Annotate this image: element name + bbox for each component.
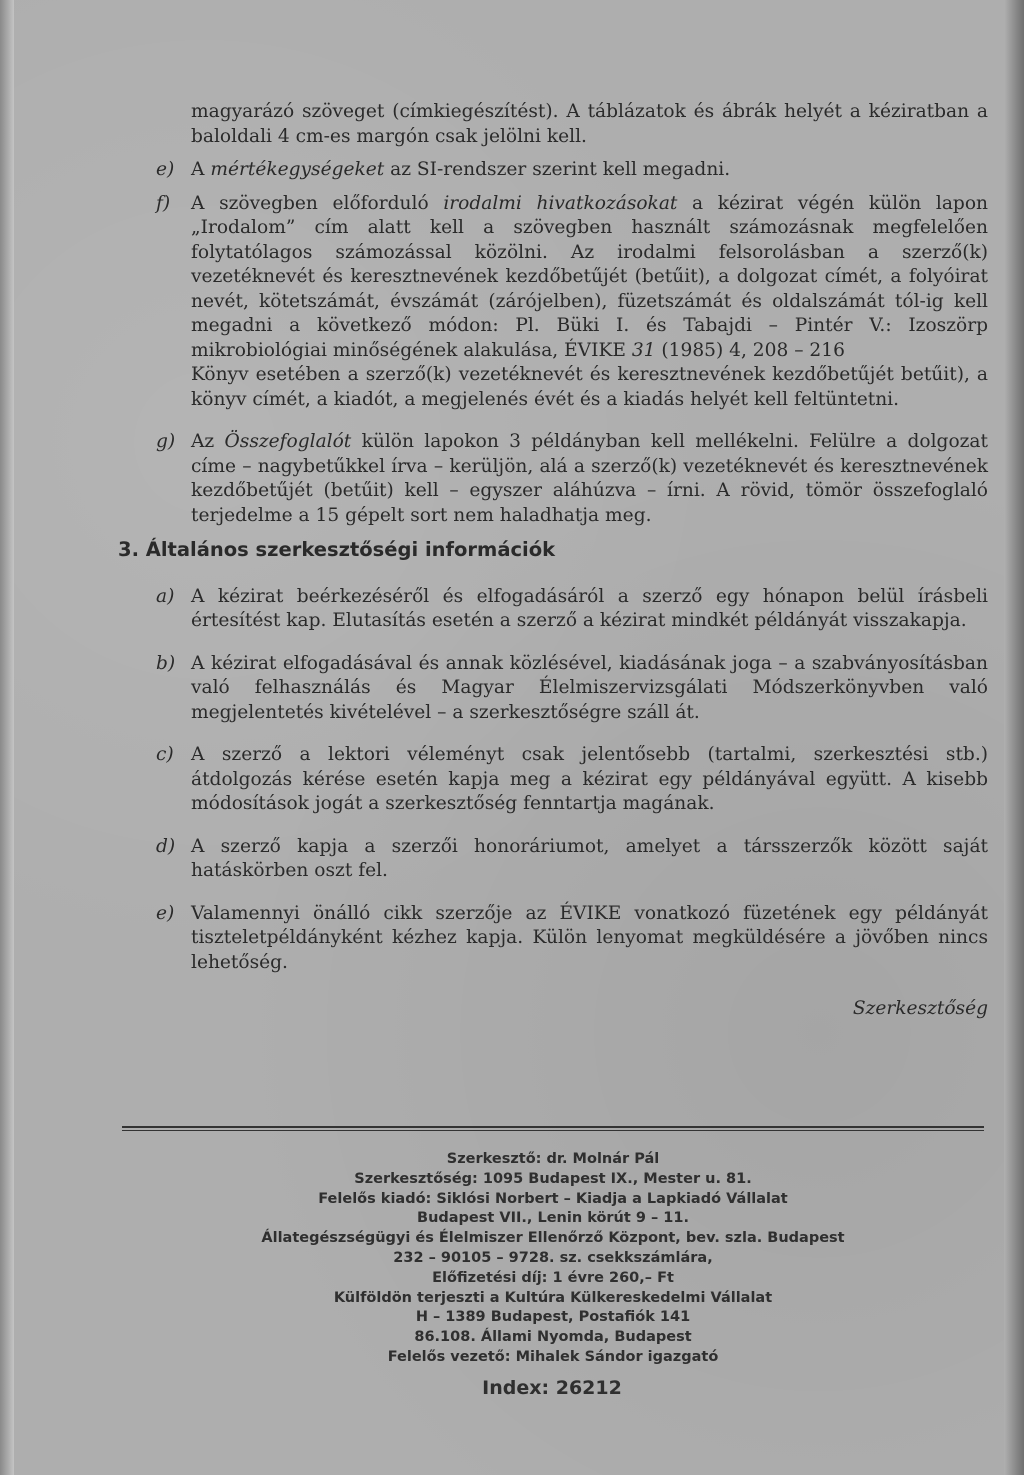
item-label: f) <box>156 192 171 214</box>
item-label: d) <box>156 835 176 857</box>
item-text: A mértékegységeket az SI-rendszer szerint kell megadni. <box>191 159 731 180</box>
item-label: e) <box>156 159 175 180</box>
list-item <box>118 902 988 976</box>
imprint-line: Szerkesztő: dr. Molnár Pál <box>446 1151 660 1167</box>
item-label: e) <box>156 902 175 924</box>
list-item <box>118 363 988 412</box>
imprint-line: Állategészségügyi és Élelmiszer Ellenőrző Központ, bev. szla. Budapest <box>261 1230 845 1247</box>
item-label <box>118 100 191 149</box>
imprint-line: Előfizetési díj: 1 évre 260,– Ft <box>432 1269 674 1286</box>
list-item <box>118 100 988 149</box>
list-item <box>118 585 988 634</box>
item-label: c) <box>156 744 174 765</box>
list-item <box>118 743 988 817</box>
imprint-block <box>200 1150 906 1368</box>
imprint-line: 86.108. Állami Nyomda, Budapest <box>414 1329 692 1346</box>
item-text: Az Összefoglalót külön lapokon 3 példányban kell mellékelni. Felülre a dolgozat címe – nagybetűkkel írva – kerüljön, alá a szerző(k) vezetéknevét és keresztnevének kezdőbetűjét (betűit) kell – egyszer aláhúzva – írni. A rövid, tömör összefoglaló terjedelme a 15 gépelt sort nem haladhatja meg. <box>191 431 988 526</box>
divider <box>122 1126 984 1128</box>
item-text: A kézirat beérkezéséről és elfogadásáról a szerző egy hónapon belül írásbeli értesítést kap. Elutasítás esetén a szerző a kézirat mindkét példányát visszakapja. <box>191 585 988 631</box>
item-label: b) <box>156 652 176 674</box>
imprint-line: H – 1389 Budapest, Postafiók 141 <box>415 1309 691 1326</box>
item-text: Könyv esetében a szerző(k) vezetéknevét és keresztnevének kezdőbetűjét betűit), a könyv címét, a kiadót, a megjelenés évét és a kiadás helyét kell feltüntetni. <box>191 364 988 410</box>
item-text: A kézirat elfogadásával és annak közlésével, kiadásának joga – a szabványosításban való felhasználás és Magyar Élelmiszervizsgálati Módszerkönyvben való megjelentetés kivételével – a szerkesztőségre száll át. <box>191 652 988 723</box>
list-item <box>118 835 988 884</box>
page-right-edge <box>1004 0 1024 1475</box>
item-text: Valamennyi önálló cikk szerzője az ÉVIKE vonatkozó füzetének egy példányát tiszteletpéldányként kézhez kapja. Külön lenyomat megküldésére a jövőben nincs lehetőség. <box>191 902 988 973</box>
imprint-line: Szerkesztőség: 1095 Budapest IX., Mester u. 81. <box>354 1170 752 1187</box>
body-text <box>118 100 988 1022</box>
list-item <box>118 652 988 726</box>
item-text: A szövegben előforduló irodalmi hivatkozásokat a kézirat végén külön lapon „Irodalom” cím alatt kell a szövegben használt számozásnak megfelelően folytatólagos számozással közölni. Az irodalmi felsorolásban a szerző(k) vezetéknevét és keresztnevének kezdőbetűjét (betűit), a dolgozat címét, a folyóirat nevét, kötetszámát, évszámát (zárójelben), füzetszámát és oldalszámát tól-ig kell megadni a következő módon: Pl. Büki I. és Tabajdi – Pintér V.: Izoszörp mikrobiológiai minőségének alakulása, ÉVIKE 31 (1985) 4, 208 – 216 <box>191 192 988 361</box>
index-number: Index: 26212 <box>482 1377 622 1399</box>
list-item <box>118 158 988 183</box>
item-text: magyarázó szöveget (címkiegészítést). A táblázatok és ábrák helyét a kéziratban a baloldali 4 cm-es margón csak jelölni kell. <box>191 101 988 147</box>
imprint-line: Budapest VII., Lenin körút 9 – 11. <box>417 1210 689 1227</box>
item-label: a) <box>156 585 175 607</box>
page-left-edge <box>0 0 14 1475</box>
item-label: g) <box>156 431 176 452</box>
item-text: A szerző kapja a szerzői honoráriumot, amelyet a társszerzők között saját hatáskörben oszt fel. <box>191 835 988 881</box>
imprint-line: 232 – 90105 – 9728. sz. csekkszámlára, <box>393 1249 713 1266</box>
item-text: A szerző a lektori véleményt csak jelentősebb (tartalmi, szerkesztési stb.) átdolgozás kérése esetén kapja meg a kézirat egy példányával együtt. A kisebb módosítások jogát a szerkesztőség fenntartja magának. <box>191 744 988 814</box>
imprint-line: Külföldön terjeszti a Kultúra Külkereskedelmi Vállalat <box>333 1289 773 1306</box>
section-heading: 3. Általános szerkesztőségi információk <box>118 538 556 561</box>
list-item <box>118 192 988 364</box>
divider <box>122 1130 984 1131</box>
imprint-line: Felelős vezető: Mihalek Sándor igazgató <box>387 1348 719 1365</box>
signature: Szerkesztőség <box>852 998 988 1019</box>
list-item <box>118 430 988 528</box>
item-label <box>118 363 191 412</box>
imprint-line: Felelős kiadó: Siklósi Norbert – Kiadja a Lapkiadó Vállalat <box>318 1190 788 1207</box>
